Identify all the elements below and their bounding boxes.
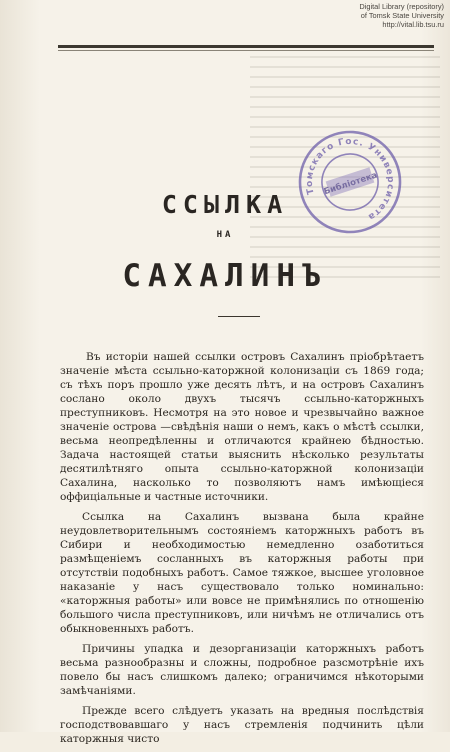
body-text bbox=[60, 350, 424, 752]
paragraph-4: Прежде всего слѣдуетъ указать на вредныя послѣдствія господствовавшаго у насъ стремленія подчинить цѣли каторжныя чисто bbox=[60, 705, 424, 745]
paragraph-1: Въ исторіи нашей ссылки островъ Сахалинъ пріобрѣтаетъ значеніе мѣста ссыльно-каторжной колонизаціи съ 1869 года; съ тѣхъ поръ прошло уже десять лѣтъ, и на островъ Сахалинъ сослано около двухъ тысячъ ссыльно-каторжныхъ преступниковъ. Несмотря на это новое и чрезвычайно важное значеніе острова —свѣдѣнія наши о немъ, какъ о мѣстѣ ссылки, весьма неопредѣленны и отличаются крайнею бѣдностью. Задача настоящей статьи выяснить нѣсколько результаты десятилѣтняго опыта ссыльно-каторжной колонизаціи Сахалина, насколько то позволяютъ намъ имѣющіеся оффиціальные и частные источники. bbox=[60, 351, 424, 503]
watermark-line-3: http://vital.lib.tsu.ru bbox=[382, 20, 444, 29]
stamp-ring-text: Томскаго Гос. Университета bbox=[304, 136, 396, 223]
header-rule-thin bbox=[58, 50, 434, 51]
stamp-center-text: Библіотека bbox=[322, 170, 379, 198]
watermark-line-1: Digital Library (repository) bbox=[359, 2, 444, 11]
title-separator bbox=[218, 316, 260, 317]
title-line-2: НА bbox=[216, 230, 234, 240]
library-watermark bbox=[359, 2, 444, 29]
header-rule bbox=[58, 45, 434, 48]
title-line-1: ССЫЛКА bbox=[161, 190, 289, 219]
watermark-line-2: of Tomsk State University bbox=[360, 11, 444, 20]
paragraph-3: Причины упадка и дезорганизаціи каторжныхъ работъ весьма разнообразны и сложны, подробное разсмотрѣніе ихъ повело бы насъ слишкомъ далеко; ограничимся нѣкоторыми замѣчаніями. bbox=[60, 643, 424, 697]
paragraph-2: Ссылка на Сахалинъ вызвана была крайне неудовлетворительнымъ состояніемъ каторжныхъ работъ въ Сибири и необходимостью немедленно озаботиться размѣщеніемъ сосланныхъ въ каторжныя работы при отсутствіи подобныхъ работъ. Самое тяжкое, высшее уголовное наказаніе у насъ существовало только номинально: «каторжныя работы» или вовсе не примѣнялись по отношенію большого числа преступниковъ, или ничѣмъ не отличались отъ обыкновенныхъ работъ. bbox=[60, 511, 424, 635]
title-line-3: САХАЛИНЪ bbox=[122, 258, 328, 294]
